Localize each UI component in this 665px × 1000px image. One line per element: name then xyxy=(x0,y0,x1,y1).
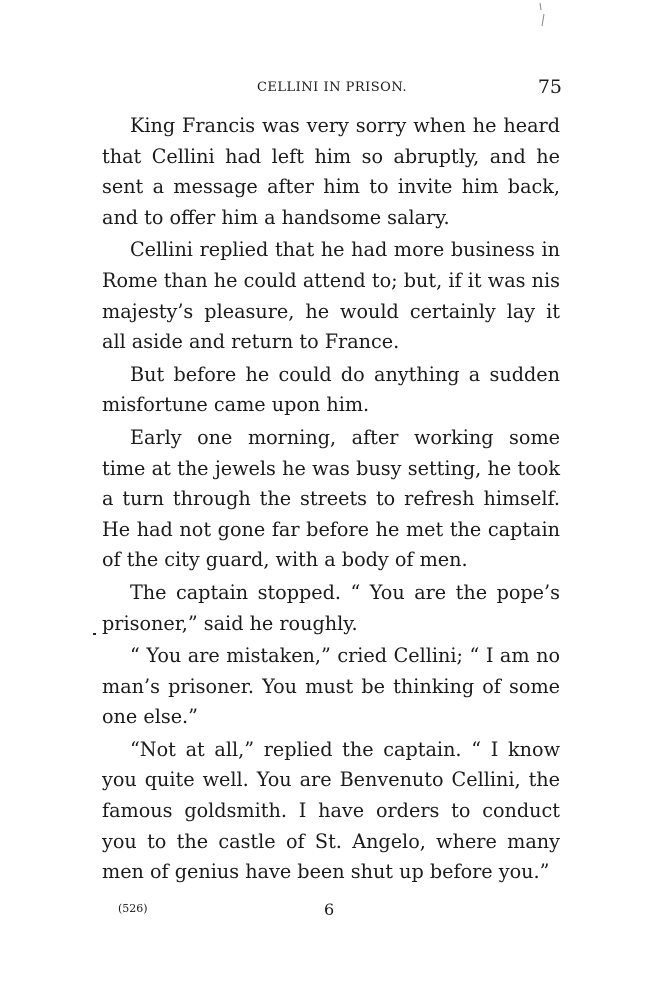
scan-edge-mark xyxy=(536,2,550,28)
paragraph: “ You are mistaken,” cried Cellini; “ I am no man’s prisoner. You must be thinking of some one else.” xyxy=(102,644,560,729)
signature-mark: (526) xyxy=(118,902,148,915)
page-number: 75 xyxy=(537,76,562,98)
running-head: CELLINI IN PRISON. xyxy=(256,80,408,95)
paragraph: Cellini replied that he had more business in Rome than he could attend to; but, if it was nis majesty’s pleasure, he would certainly lay it all aside and return to France. xyxy=(102,238,560,354)
signature-letter: 6 xyxy=(324,900,335,919)
page-footer xyxy=(0,900,665,920)
stray-mark xyxy=(93,633,96,635)
paragraph: The captain stopped. “ You are the pope’s prisoner,” said he roughly. xyxy=(102,580,560,635)
paragraph: But before he could do anything a sudden misfortune came upon him. xyxy=(102,362,560,417)
paragraph: “Not at all,” replied the captain. “ I know you quite well. You are Benvenuto Cellini, the famous goldsmith. I have orders to conduct you to the castle of St. Angelo, where many men of genius have been shut up before you.” xyxy=(102,737,560,884)
page-header xyxy=(102,76,562,100)
body-text xyxy=(102,111,560,890)
paragraph: King Francis was very sorry when he heard that Cellini had left him so abruptly, and he sent a message after him to invite him back, and to offer him a handsome salary. xyxy=(102,114,560,229)
paragraph: Early one morning, after working some time at the jewels he was busy setting, he took a turn through the streets to refresh himself. He had not gone far before he met the captain of the city guard, with a body of men. xyxy=(102,425,560,572)
